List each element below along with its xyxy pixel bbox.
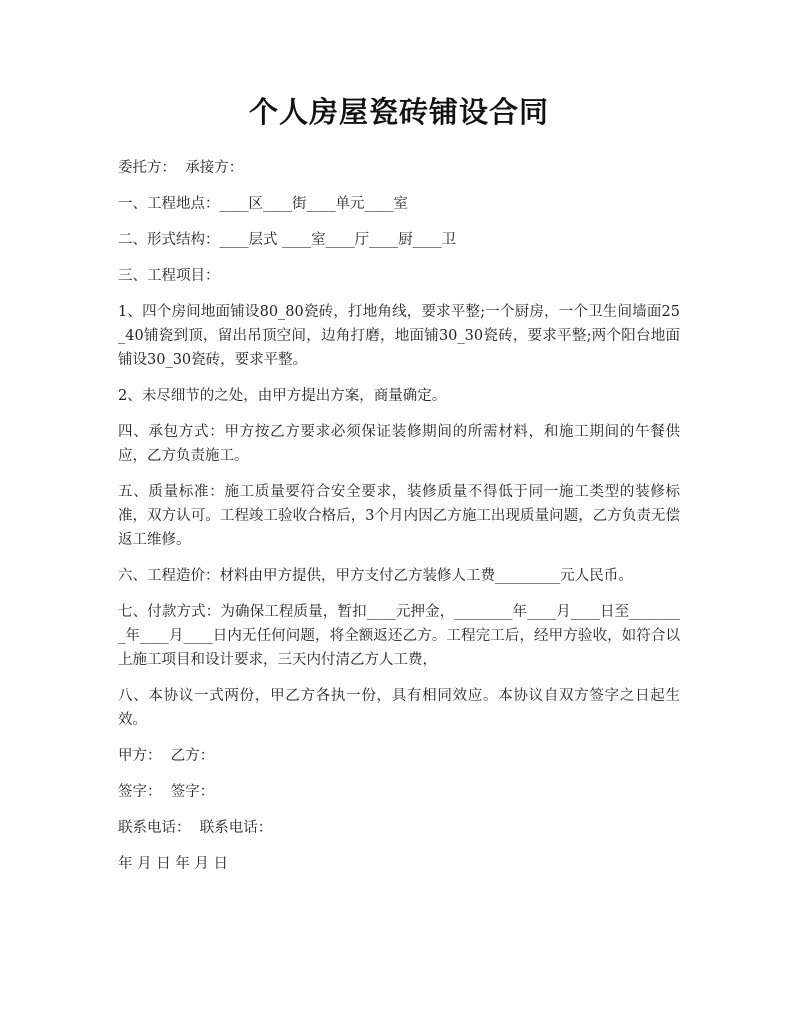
clause-project-items-heading: 三、工程项目： bbox=[118, 268, 220, 284]
contact-phones: 联系电话： 联系电话： bbox=[118, 820, 273, 836]
clause-contract-method: 四、承包方式：甲方按乙方要求必须保证装修期间的所需材料，和施工期间的午餐供应，乙方负责施工。 bbox=[118, 424, 680, 464]
signature-lines: 签字： 签字： bbox=[118, 784, 215, 800]
signature-dates: 年 月 日 年 月 日 bbox=[118, 856, 229, 872]
clause-project-location: 一、工程地点：____区____街____单元____室 bbox=[118, 196, 408, 212]
parties-line: 委托方： 承接方： bbox=[118, 160, 244, 176]
clause-payment-method: 七、付款方式：为确保工程质量，暂扣____元押金，________年____月____日至________年____月____日内无任何问题，将全额返还乙方。工程完工后，经甲方验收，如符合以上施工项目和设计要求，三天内付清乙方人工费， bbox=[118, 604, 680, 668]
project-item-1: 1、四个房间地面铺设80_80瓷砖，打地角线，要求平整;一个厨房，一个卫生间墙面25_40铺瓷到顶，留出吊顶空间，边角打磨，地面铺30_30瓷砖，要求平整;两个阳台地面铺设30_30瓷砖，要求平整。 bbox=[118, 304, 680, 368]
clause-agreement-copies: 八、本协议一式两份，甲乙方各执一份，具有相同效应。本协议自双方签字之日起生效。 bbox=[118, 688, 680, 728]
document-title: 个人房屋瓷砖铺设合同 bbox=[248, 95, 549, 129]
clause-quality-standard: 五、质量标准：施工质量要符合安全要求，装修质量不得低于同一施工类型的装修标准，双方认可。工程竣工验收合格后，3个月内因乙方施工出现质量问题，乙方负责无偿返工维修。 bbox=[118, 484, 680, 548]
clause-structure-form: 二、形式结构：____层式 ____室____厅____厨____卫 bbox=[118, 232, 457, 248]
project-item-2: 2、未尽细节的之处，由甲方提出方案，商量确定。 bbox=[118, 388, 447, 404]
signature-parties: 甲方： 乙方： bbox=[118, 748, 215, 764]
contract-page bbox=[118, 90, 680, 888]
clause-project-cost: 六、工程造价：材料由甲方提供，甲方支付乙方装修人工费_________元人民币。 bbox=[118, 568, 633, 584]
